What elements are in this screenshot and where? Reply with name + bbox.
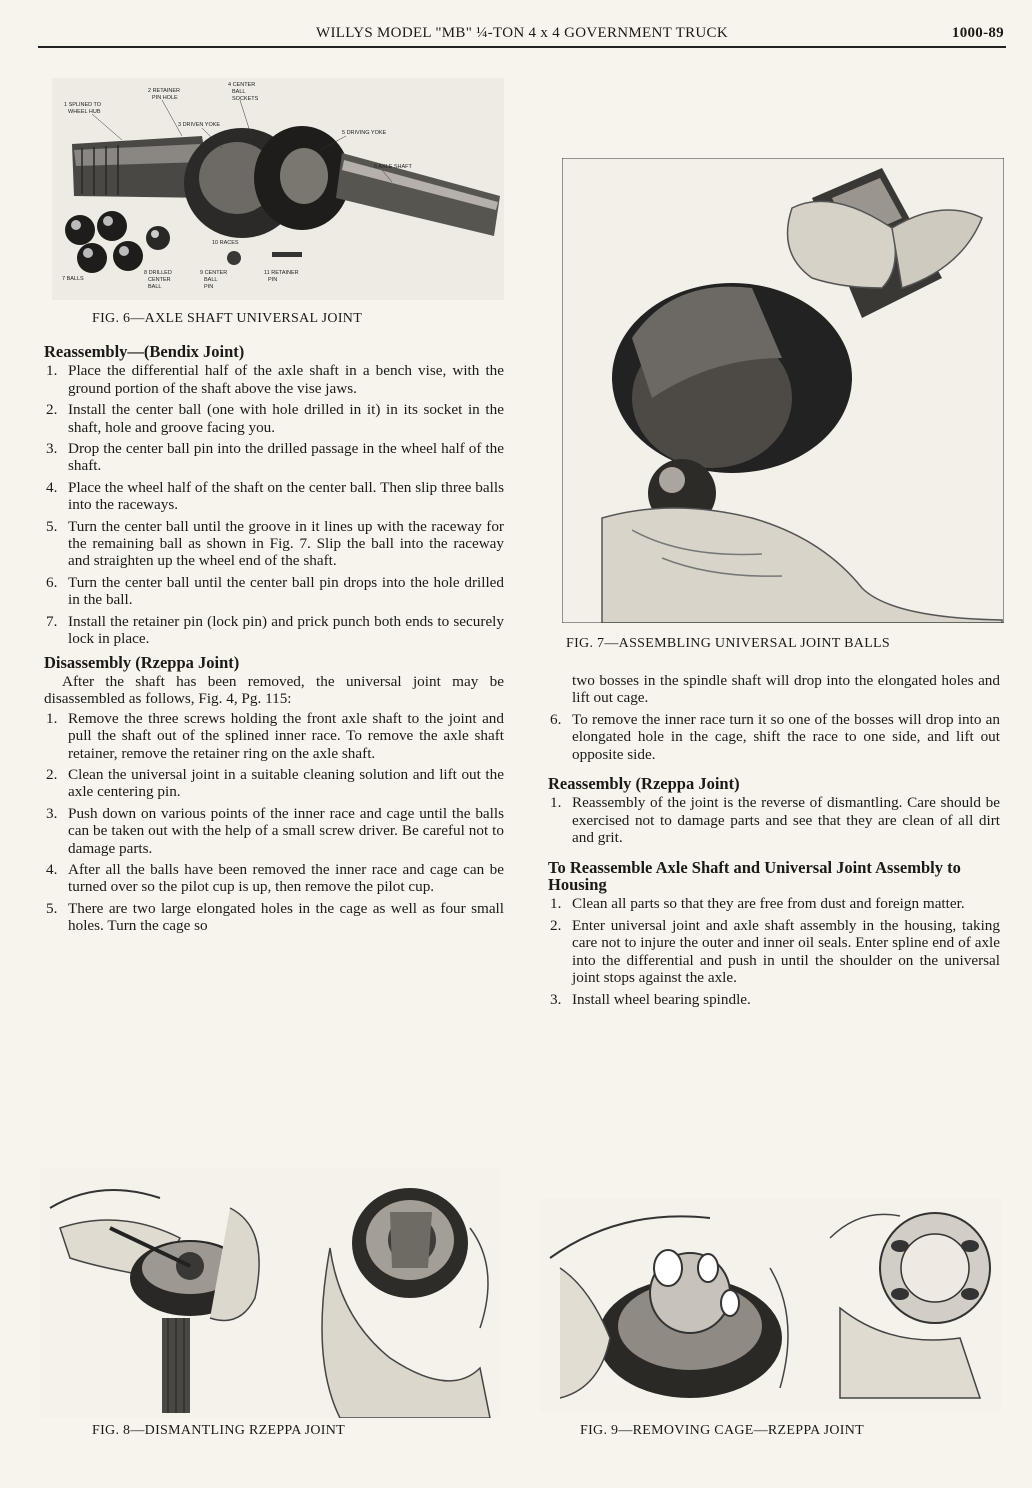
heading-reassembly-bendix: Reassembly—(Bendix Joint) [44,342,245,361]
right-column [548,672,1000,1014]
page-header [38,22,1006,48]
svg-text:PIN HOLE: PIN HOLE [152,95,178,101]
svg-text:9 CENTER: 9 CENTER [200,270,228,276]
fig6-illustration [52,78,504,300]
svg-text:10 RACES: 10 RACES [212,240,239,246]
list-item: 3. Install wheel bearing spindle. [550,990,751,1008]
rzeppa-disassembly-steps-cont [548,711,1000,763]
svg-text:SOCKETS: SOCKETS [232,96,259,102]
svg-text:5 DRIVING YOKE: 5 DRIVING YOKE [342,130,387,136]
list-item: 7. Install the retainer pin (lock pin) and prick punch both ends to securely lock in place. [46,612,504,648]
fig7-caption: FIG. 7—ASSEMBLING UNIVERSAL JOINT BALLS [566,636,890,651]
list-item: 1. Remove the three screws holding the front axle shaft to the joint and pull the shaft out of the splined inner race. To remove the axle shaft retainer, remove the retainer ring on the axle shaft. [46,709,504,762]
page-title: WILLYS MODEL "MB" ¼-TON 4 x 4 GOVERNMENT TRUCK [316,25,728,41]
list-item: 1. Place the differential half of the axle shaft in a bench vise, with the ground portion of the shaft above the vise jaws. [46,362,504,397]
rzeppa-disassembly-steps [44,710,504,935]
fig9-caption: FIG. 9—REMOVING CAGE—RZEPPA JOINT [580,1423,864,1438]
svg-text:CENTER: CENTER [148,277,171,283]
list-item: 2. Clean the universal joint in a suitable cleaning solution and lift out the axle centering pin. [46,765,504,801]
left-column [44,343,504,941]
fig6-caption: FIG. 6—AXLE SHAFT UNIVERSAL JOINT [92,311,363,326]
svg-text:1 SPLINED TO: 1 SPLINED TO [64,102,102,108]
svg-text:4 CENTER: 4 CENTER [228,82,256,88]
list-item: 2. Install the center ball (one with hole drilled in it) in its socket in the shaft, hole and groove facing you. [46,401,504,436]
svg-text:WHEEL HUB: WHEEL HUB [68,109,101,115]
heading-reassemble-housing: To Reassemble Axle Shaft and Universal Joint Assembly to Housing [548,857,961,895]
svg-text:PIN: PIN [268,277,278,283]
svg-text:PIN: PIN [204,284,214,290]
svg-text:BALL: BALL [232,89,246,95]
svg-text:6 AXLE SHAFT: 6 AXLE SHAFT [374,164,412,170]
disassembly-intro: After the shaft has been removed, the universal joint may be disassembled as follows, Fig. 4, Pg. 115: [44,672,504,708]
svg-text:BALL: BALL [148,284,162,290]
list-item: 5. There are two large elongated holes in the cage as well as four small holes. Turn the cage so [46,899,504,935]
list-item: 1. Clean all parts so that they are free from dust and foreign matter. [550,895,965,913]
svg-text:8 DRILLED: 8 DRILLED [144,270,172,276]
fig8-caption: FIG. 8—DISMANTLING RZEPPA JOINT [92,1423,346,1438]
svg-text:2 RETAINER: 2 RETAINER [148,88,180,94]
svg-text:BALL: BALL [204,277,218,283]
list-item: 5. Turn the center ball until the groove in it lines up with the raceway for the remaining ball as shown in Fig. 7. Slip the ball into the raceway and straighten up the wheel end of the shaft. [46,517,504,570]
page-number: 1000-89 [951,25,1004,41]
list-item: 1. Reassembly of the joint is the reverse of dismantling. Care should be exercised not to damage parts and see that they are clean of all dirt and grit. [550,794,1000,847]
list-item: 4. After all the balls have been removed the inner race and cage can be turned over so the pilot cup is up, then remove the pilot cup. [46,860,504,896]
rzeppa-reassembly-steps [548,794,1000,846]
fig7-illustration [562,158,1004,623]
list-item: 2. Enter universal joint and axle shaft assembly in the housing, taking care not to injure the outer and inner oil seals. Enter spline end of axle into the differential and push in until the shoulder on the universal joint stops against the axle. [550,916,1000,987]
housing-steps [548,895,1000,1007]
svg-text:3 DRIVEN YOKE: 3 DRIVEN YOKE [178,122,221,128]
list-item: 6. To remove the inner race turn it so one of the bosses will drop into an elongated hole in the cage, shift the race to one side, and lift out opposite side. [550,710,1000,763]
heading-disassembly-rzeppa: Disassembly (Rzeppa Joint) [44,652,240,672]
svg-text:11 RETAINER: 11 RETAINER [264,270,299,276]
list-item: 3. Drop the center ball pin into the drilled passage in the wheel half of the shaft. [46,440,504,475]
list-item: 6. Turn the center ball until the center ball pin drops into the hole drilled in the ball. [46,573,504,609]
fig9-illustration [540,1198,1002,1412]
fig8-illustration [40,1168,500,1418]
svg-text:7 BALLS: 7 BALLS [62,276,84,282]
continued-text: two bosses in the spindle shaft will drop into the elongated holes and lift out cage. [572,672,1000,707]
heading-reassembly-rzeppa: Reassembly (Rzeppa Joint) [548,774,740,794]
list-item: 4. Place the wheel half of the shaft on the center ball. Then slip three balls into the raceways. [46,478,504,514]
bendix-steps [44,362,504,647]
list-item: 3. Push down on various points of the inner race and cage until the balls can be taken out with the help of a small screw driver. Be careful not to damage parts. [46,804,504,857]
